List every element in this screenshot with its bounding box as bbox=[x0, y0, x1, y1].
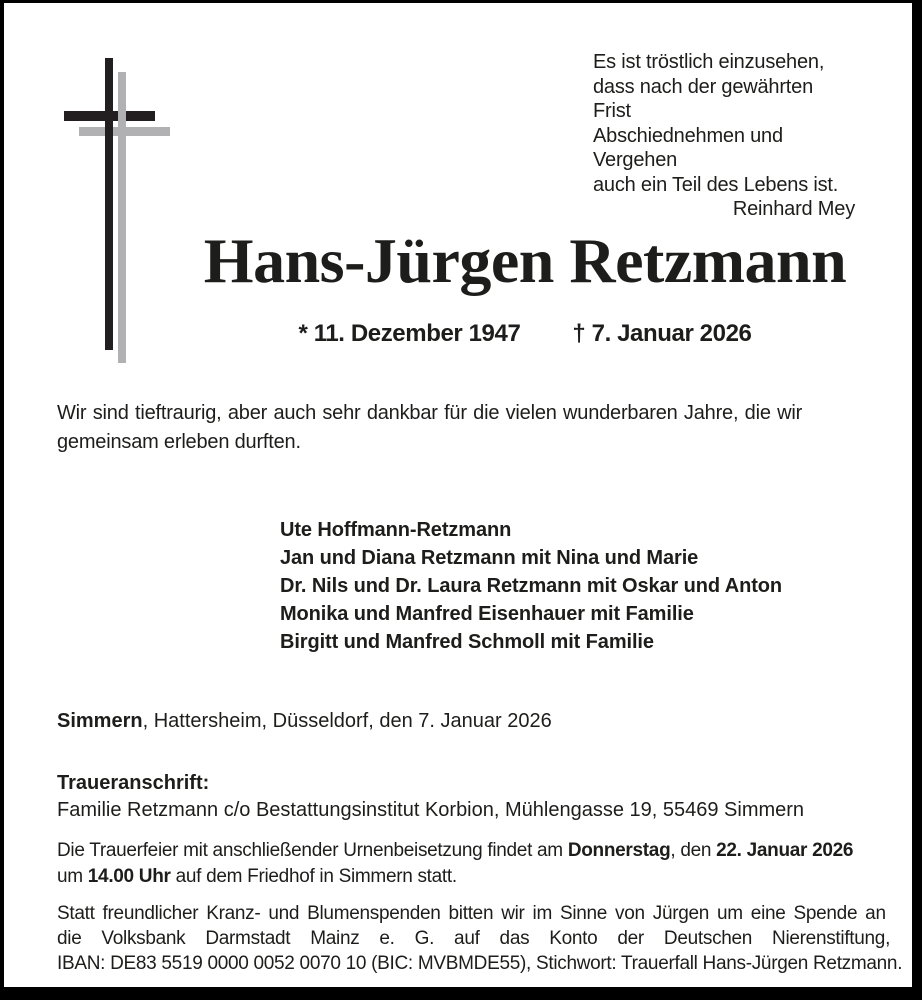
text-segment: , den bbox=[670, 840, 717, 861]
message-line: Wir sind tieftraurig, aber auch sehr dankbar für die vielen wunderbaren Jahre, die wir bbox=[57, 402, 803, 424]
mourning-address-label: Traueranschrift: bbox=[57, 772, 210, 794]
page-border-top bbox=[0, 0, 922, 3]
donation-info bbox=[57, 901, 902, 976]
poem-author: Reinhard Mey bbox=[732, 198, 855, 220]
death-date: † 7. Januar 2026 bbox=[572, 320, 752, 347]
donation-line: Statt freundlicher Kranz- und Blumenspenden bitten wir im Sinne von Jürgen um eine Spende an bbox=[57, 903, 886, 924]
donation-line: IBAN: DE83 5519 0000 0052 0070 10 (BIC: MVBMDE55), Stichwort: Trauerfall Hans-Jürgen Retzmann. bbox=[57, 953, 903, 974]
text-segment: Die Trauerfeier mit anschließender Urnenbeisetzung findet am bbox=[57, 840, 568, 861]
funeral-info bbox=[57, 838, 853, 890]
mourners-list bbox=[280, 516, 782, 656]
mourner-name: Dr. Nils und Dr. Laura Retzmann mit Oskar und Anton bbox=[280, 575, 783, 597]
page-border-bottom bbox=[0, 987, 922, 1000]
text-segment: 22. Januar 2026 bbox=[716, 840, 854, 861]
title-row bbox=[128, 225, 922, 296]
text-segment: 14.00 Uhr bbox=[87, 866, 171, 887]
dateline-city: Simmern bbox=[57, 710, 143, 732]
message-line: gemeinsam erleben durften. bbox=[57, 431, 301, 453]
funeral-line bbox=[57, 864, 853, 890]
mourning-address-value: Familie Retzmann c/o Bestattungsinstitut Korbion, Mühlengasse 19, 55469 Simmern bbox=[57, 799, 805, 821]
cross-gray-vertical-bar bbox=[118, 72, 126, 363]
life-dates bbox=[128, 320, 922, 348]
mourning-address bbox=[57, 770, 804, 824]
poem-line: dass nach der gewährten Frist bbox=[593, 75, 813, 122]
text-segment: um bbox=[57, 866, 88, 887]
condolence-message bbox=[57, 399, 802, 457]
mourner-name: Birgitt und Manfred Schmoll mit Familie bbox=[280, 631, 654, 653]
cross-black-vertical-bar bbox=[105, 58, 113, 350]
text-segment: auf dem Friedhof in Simmern statt. bbox=[170, 866, 457, 887]
page-border-right bbox=[912, 0, 922, 1000]
dateline-rest: , Hattersheim, Düsseldorf, den 7. Januar 2026 bbox=[142, 710, 552, 732]
text-segment: Donnerstag bbox=[567, 840, 671, 861]
poem-line: auch ein Teil des Lebens ist. bbox=[593, 173, 839, 196]
donation-line: die Volksbank Darmstadt Mainz e. G. auf das Konto der Deutschen Nierenstiftung, bbox=[57, 928, 891, 949]
poem bbox=[593, 50, 855, 222]
mourner-name: Monika und Manfred Eisenhauer mit Familie bbox=[280, 603, 694, 625]
poem-line: Es ist tröstlich einzusehen, bbox=[593, 51, 825, 73]
funeral-line bbox=[57, 838, 853, 864]
birth-date: * 11. Dezember 1947 bbox=[298, 320, 521, 347]
poem-line: Abschiednehmen und Vergehen bbox=[593, 124, 783, 171]
dateline bbox=[57, 708, 552, 734]
mourner-name: Jan und Diana Retzmann mit Nina und Marie bbox=[280, 547, 699, 569]
mourner-name: Ute Hoffmann-Retzmann bbox=[280, 519, 512, 541]
page-border-left bbox=[0, 0, 4, 1000]
deceased-name: Hans-Jürgen Retzmann bbox=[203, 225, 847, 296]
